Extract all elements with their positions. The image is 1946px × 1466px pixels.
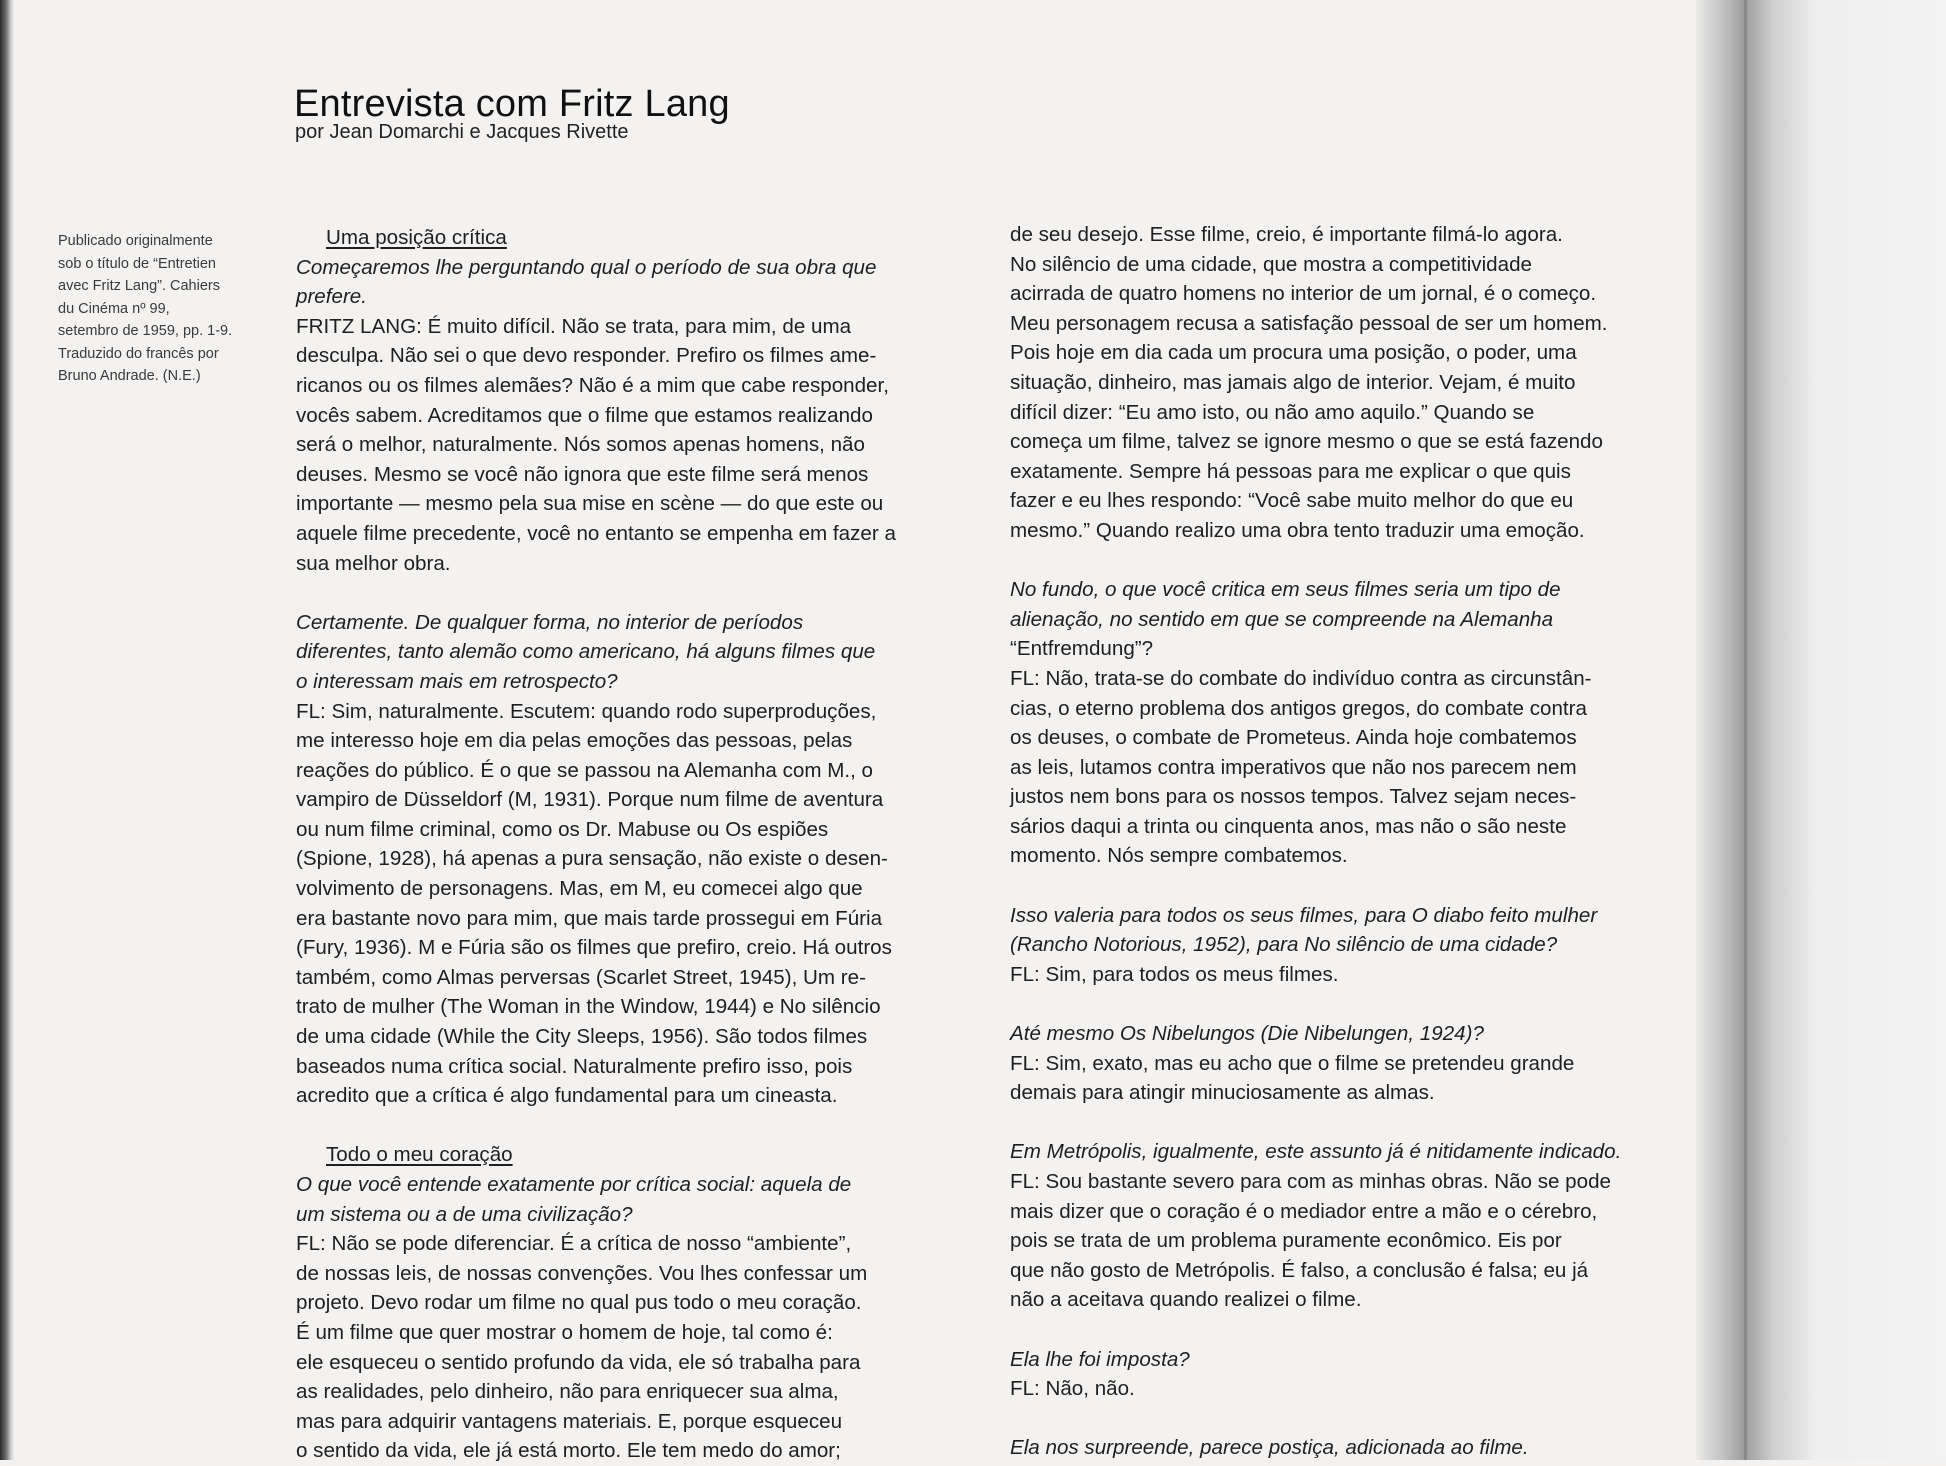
- text-line: alienação, no sentido em que se compreende na Alemanha: [1010, 607, 1554, 631]
- text-line: Em Metrópolis, igualmente, este assunto já é nitidamente indicado.: [1010, 1140, 1622, 1164]
- text-line: difícil dizer: “Eu amo isto, ou não amo aquilo.” Quando se: [1010, 400, 1535, 424]
- text-line: (Rancho Notorious, 1952), para No silêncio de uma cidade?: [1010, 933, 1558, 957]
- text-line: era bastante novo para mim, que mais tarde prossegui em Fúria: [296, 906, 883, 930]
- text-line: Meu personagem recusa a satisfação pessoal de ser um homem.: [1010, 311, 1608, 335]
- text-line: acredito que a crítica é algo fundamental para um cineasta.: [296, 1084, 838, 1108]
- right-text-column: [1010, 220, 1700, 1463]
- text-line: também, como Almas perversas (Scarlet Street, 1945), Um re-: [296, 965, 866, 989]
- text-line: me interesso hoje em dia pelas emoções das pessoas, pelas: [296, 729, 853, 753]
- sidenote-line: Traduzido do francês por: [58, 345, 219, 362]
- text-line: ricanos ou os filmes alemães? Não é a mim que cabe responder,: [296, 373, 889, 397]
- facing-page-edge: [1696, 0, 1946, 1460]
- text-line: um sistema ou a de uma civilização?: [296, 1202, 633, 1226]
- paragraph-gap: [1010, 1108, 1700, 1138]
- text-line: de seu desejo. Esse filme, creio, é importante filmá-lo agora.: [1010, 223, 1563, 246]
- article-byline: por Jean Domarchi e Jacques Rivette: [295, 121, 629, 143]
- text-line: É um filme que quer mostrar o homem de hoje, tal como é:: [296, 1320, 833, 1344]
- section-heading: Todo o meu coração: [326, 1143, 513, 1167]
- text-line: ele esqueceu o sentido profundo da vida, ele só trabalha para: [296, 1350, 861, 1374]
- article-title: Entrevista com Fritz Lang: [294, 83, 730, 126]
- text-line: diferentes, tanto alemão como americano, há alguns filmes que: [296, 640, 876, 664]
- text-line: reações do público. É o que se passou na Alemanha com M., o: [296, 758, 873, 782]
- text-line: vampiro de Düsseldorf (M, 1931). Porque num filme de aventura: [296, 788, 884, 812]
- text-line: No fundo, o que você critica em seus filmes seria um tipo de: [1010, 578, 1561, 602]
- text-line: desculpa. Não sei o que devo responder. Prefiro os filmes ame-: [296, 344, 877, 368]
- text-line: os deuses, o combate de Prometeus. Ainda hoje combatemos: [1010, 726, 1577, 750]
- text-line: Ela lhe foi imposta?: [1010, 1347, 1190, 1371]
- text-line: (Spione, 1928), há apenas a pura sensação, não existe o desen-: [296, 847, 888, 871]
- text-line: No silêncio de uma cidade, que mostra a competitividade: [1010, 252, 1532, 276]
- text-line: de uma cidade (While the City Sleeps, 1956). São todos filmes: [296, 1025, 868, 1049]
- text-line: mas para adquirir vantagens materiais. E, porque esqueceu: [296, 1409, 843, 1433]
- book-spine-shadow: [0, 0, 14, 1460]
- left-text-column: [296, 223, 996, 1466]
- paragraph-gap: [1010, 546, 1700, 576]
- text-line: mesmo.” Quando realizo uma obra tento traduzir uma emoção.: [1010, 518, 1585, 542]
- text-line: as realidades, pelo dinheiro, não para enriquecer sua alma,: [296, 1380, 839, 1404]
- text-line: o interessam mais em retrospecto?: [296, 669, 618, 693]
- paragraph-gap: [296, 1111, 996, 1141]
- text-line: acirrada de quatro homens no interior de um jornal, é o começo.: [1010, 282, 1597, 306]
- section-heading: Uma posição crítica: [326, 226, 507, 249]
- text-line: as leis, lutamos contra imperativos que não nos parecem nem: [1010, 755, 1577, 779]
- text-line: Pois hoje em dia cada um procura uma posição, o poder, uma: [1010, 341, 1577, 365]
- text-line: Certamente. De qualquer forma, no interior de períodos: [296, 610, 804, 634]
- paragraph-gap: [296, 578, 996, 608]
- text-line: (Fury, 1936). M e Fúria são os filmes que prefiro, creio. Há outros: [296, 936, 892, 960]
- text-line: ou num filme criminal, como os Dr. Mabuse ou Os espiões: [296, 817, 829, 841]
- text-line: trato de mulher (The Woman in the Window, 1944) e No silêncio: [296, 995, 881, 1019]
- text-line: “Entfremdung”?: [1010, 637, 1154, 661]
- text-line: será o melhor, naturalmente. Nós somos apenas homens, não: [296, 433, 865, 457]
- sidenote-line: sob o título de “Entretien: [58, 255, 216, 272]
- text-line: projeto. Devo rodar um filme no qual pus todo o meu coração.: [296, 1291, 862, 1315]
- text-line: momento. Nós sempre combatemos.: [1010, 844, 1348, 868]
- text-line: FL: Não, não.: [1010, 1377, 1135, 1401]
- text-line: prefere.: [296, 285, 367, 309]
- paragraph-gap: [1010, 989, 1700, 1019]
- text-line: começa um filme, talvez se ignore mesmo o que se está fazendo: [1010, 430, 1603, 454]
- paragraph-gap: [1010, 1315, 1700, 1345]
- text-line: FL: Não se pode diferenciar. É a crítica de nosso “ambiente”,: [296, 1232, 852, 1256]
- publication-sidenote: [58, 230, 268, 388]
- sidenote-line: Bruno Andrade. (N.E.): [58, 368, 201, 384]
- text-line: FL: Sim, naturalmente. Escutem: quando rodo superproduções,: [296, 699, 877, 723]
- page-fold-line: [1744, 0, 1747, 1460]
- text-line: baseados numa crítica social. Naturalmente prefiro isso, pois: [296, 1054, 853, 1078]
- text-line: não a aceitava quando realizei o filme.: [1010, 1288, 1362, 1312]
- text-line: de nossas leis, de nossas convenções. Vou lhes confessar um: [296, 1261, 868, 1285]
- text-line: sários daqui a trinta ou cinquenta anos, mas não o são neste: [1010, 814, 1567, 838]
- text-line: FRITZ LANG: É muito difícil. Não se trata, para mim, de uma: [296, 314, 852, 338]
- text-line: Isso valeria para todos os seus filmes, para O diabo feito mulher: [1010, 903, 1598, 927]
- text-line: O que você entende exatamente por crítica social: aquela de: [296, 1173, 852, 1196]
- text-line: FL: Sim, exato, mas eu acho que o filme se pretendeu grande: [1010, 1051, 1575, 1075]
- text-line: situação, dinheiro, mas jamais algo de interior. Vejam, é muito: [1010, 370, 1576, 394]
- text-line: pois se trata de um problema puramente econômico. Eis por: [1010, 1229, 1562, 1253]
- text-line: Até mesmo Os Nibelungos (Die Nibelungen, 1924)?: [1010, 1022, 1484, 1046]
- text-line: aquele filme precedente, você no entanto se empenha em fazer a: [296, 521, 896, 545]
- text-line: sua melhor obra.: [296, 551, 451, 575]
- text-line: justos nem bons para os nossos tempos. Talvez sejam neces-: [1010, 785, 1577, 809]
- sidenote-line: Publicado originalmente: [58, 233, 213, 249]
- sidenote-line: setembro de 1959, pp. 1-9.: [58, 323, 233, 339]
- text-line: volvimento de personagens. Mas, em M, eu comecei algo que: [296, 877, 863, 901]
- text-line: o sentido da vida, ele já está morto. Ele tem medo do amor;: [296, 1439, 841, 1463]
- text-line: que não gosto de Metrópolis. É falso, a conclusão é falsa; eu já: [1010, 1258, 1589, 1282]
- text-line: FL: Não, trata-se do combate do indivíduo contra as circunstân-: [1010, 666, 1592, 690]
- text-line: cias, o eterno problema dos antigos gregos, do combate contra: [1010, 696, 1587, 720]
- text-line: mais dizer que o coração é o mediador entre a mão e o cérebro,: [1010, 1199, 1598, 1223]
- text-line: fazer e eu lhes respondo: “Você sabe muito melhor do que eu: [1010, 489, 1574, 513]
- text-line: deuses. Mesmo se você não ignora que este filme será menos: [296, 462, 869, 486]
- text-line: importante — mesmo pela sua mise en scène — do que este ou: [296, 492, 884, 516]
- text-line: demais para atingir minuciosamente as almas.: [1010, 1081, 1435, 1105]
- text-line: vocês sabem. Acreditamos que o filme que estamos realizando: [296, 403, 873, 427]
- text-line: Começaremos lhe perguntando qual o período de sua obra que: [296, 255, 877, 279]
- text-line: exatamente. Sempre há pessoas para me explicar o que quis: [1010, 459, 1571, 483]
- paragraph-gap: [1010, 1404, 1700, 1434]
- paragraph-gap: [1010, 871, 1700, 901]
- text-line: Ela nos surpreende, parece postiça, adicionada ao filme.: [1010, 1436, 1529, 1460]
- sidenote-line: avec Fritz Lang”. Cahiers: [58, 278, 220, 294]
- text-line: FL: Sim, para todos os meus filmes.: [1010, 962, 1339, 986]
- text-line: FL: Sou bastante severo para com as minhas obras. Não se pode: [1010, 1170, 1611, 1193]
- sidenote-line: du Cinéma nº 99,: [58, 300, 170, 317]
